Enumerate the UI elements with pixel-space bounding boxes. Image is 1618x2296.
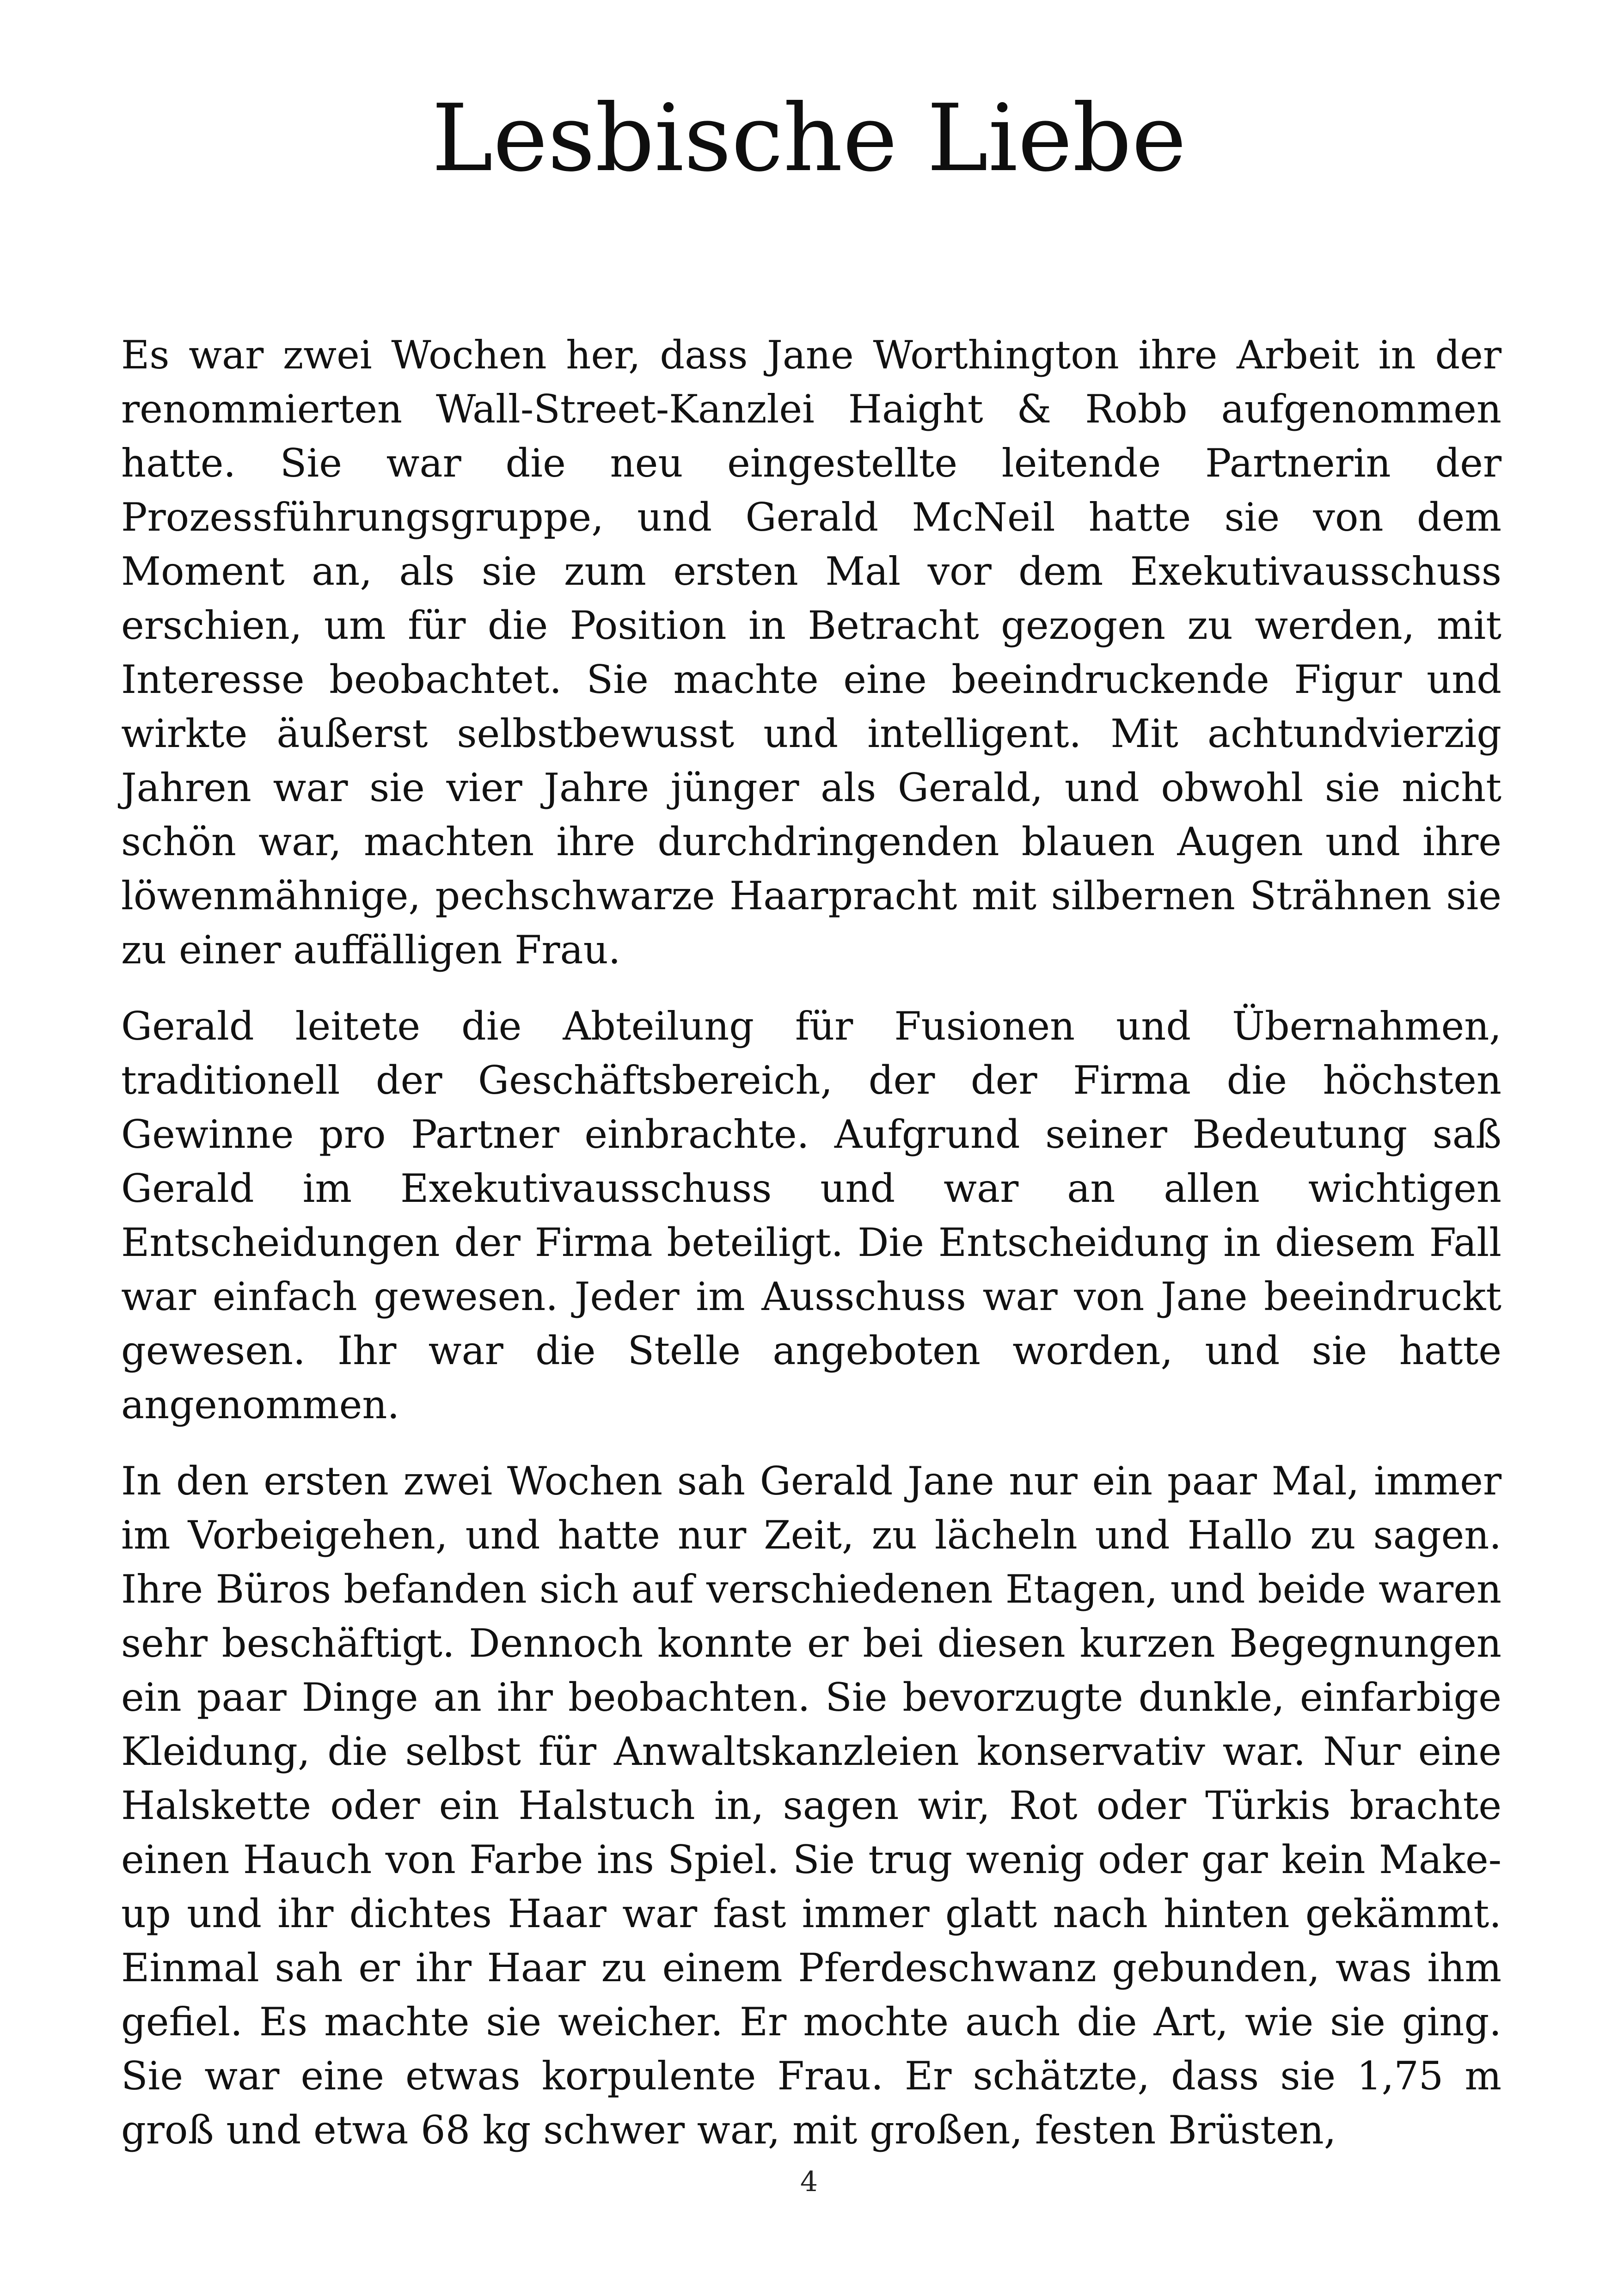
- body-text: [121, 328, 1502, 2180]
- paragraph-2: Gerald leitete die Abteilung für Fusionen und Übernahmen, traditionell der Geschäftsbereich, der der Firma die höchsten Gewinne pro Partner einbrachte. Aufgrund seiner Bedeutung saß Gerald im Exekutivausschuss und war an allen wichtigen Entscheidungen der Firma beteiligt. Die Entscheidung in diesem Fall war einfach gewesen. Jeder im Ausschuss war von Jane beeindruckt gewesen. Ihr war die Stelle angeboten worden, und sie hatte angenommen.: [121, 1004, 1502, 1427]
- chapter-title: Lesbische Liebe: [431, 85, 1187, 192]
- page-number: 4: [800, 2166, 818, 2198]
- paragraph-1: Es war zwei Wochen her, dass Jane Worthington ihre Arbeit in der renommierten Wall-Street-Kanzlei Haight & Robb aufgenommen hatte. Sie war die neu eingestellte leitende Partnerin der Prozessführungsgruppe, und Gerald McNeil hatte sie von dem Moment an, als sie zum ersten Mal vor dem Exekutivausschuss erschien, um für die Position in Betracht gezogen zu werden, mit Interesse beobachtet. Sie machte eine beeindruckende Figur und wirkte äußerst selbstbewusst und intelligent. Mit achtundvierzig Jahren war sie vier Jahre jünger als Gerald, und obwohl sie nicht schön war, machten ihre durchdringenden blauen Augen und ihre löwenmähnige, pechschwarze Haarpracht mit silbernen Strähnen sie zu einer auffälligen Frau.: [121, 332, 1502, 973]
- paragraph-3: In den ersten zwei Wochen sah Gerald Jane nur ein paar Mal, immer im Vorbeigehen, und hatte nur Zeit, zu lächeln und Hallo zu sagen. Ihre Büros befanden sich auf verschiedenen Etagen, und beide waren sehr beschäftigt. Dennoch konnte er bei diesen kurzen Begegnungen ein paar Dinge an ihr beobachten. Sie bevorzugte dunkle, einfarbige Kleidung, die selbst für Anwaltskanzleien konservativ war. Nur eine Halskette oder ein Halstuch in, sagen wir, Rot oder Türkis brachte einen Hauch von Farbe ins Spiel. Sie trug wenig oder gar kein Make-up und ihr dichtes Haar war fast immer glatt nach hinten gekämmt. Einmal sah er ihr Haar zu einem Pferdeschwanz gebunden, was ihm gefiel. Es machte sie weicher. Er mochte auch die Art, wie sie ging. Sie war eine etwas korpulente Frau. Er schätzte, dass sie 1,75 m groß und etwa 68 kg schwer war, mit großen, festen Brüsten,: [121, 1458, 1502, 2153]
